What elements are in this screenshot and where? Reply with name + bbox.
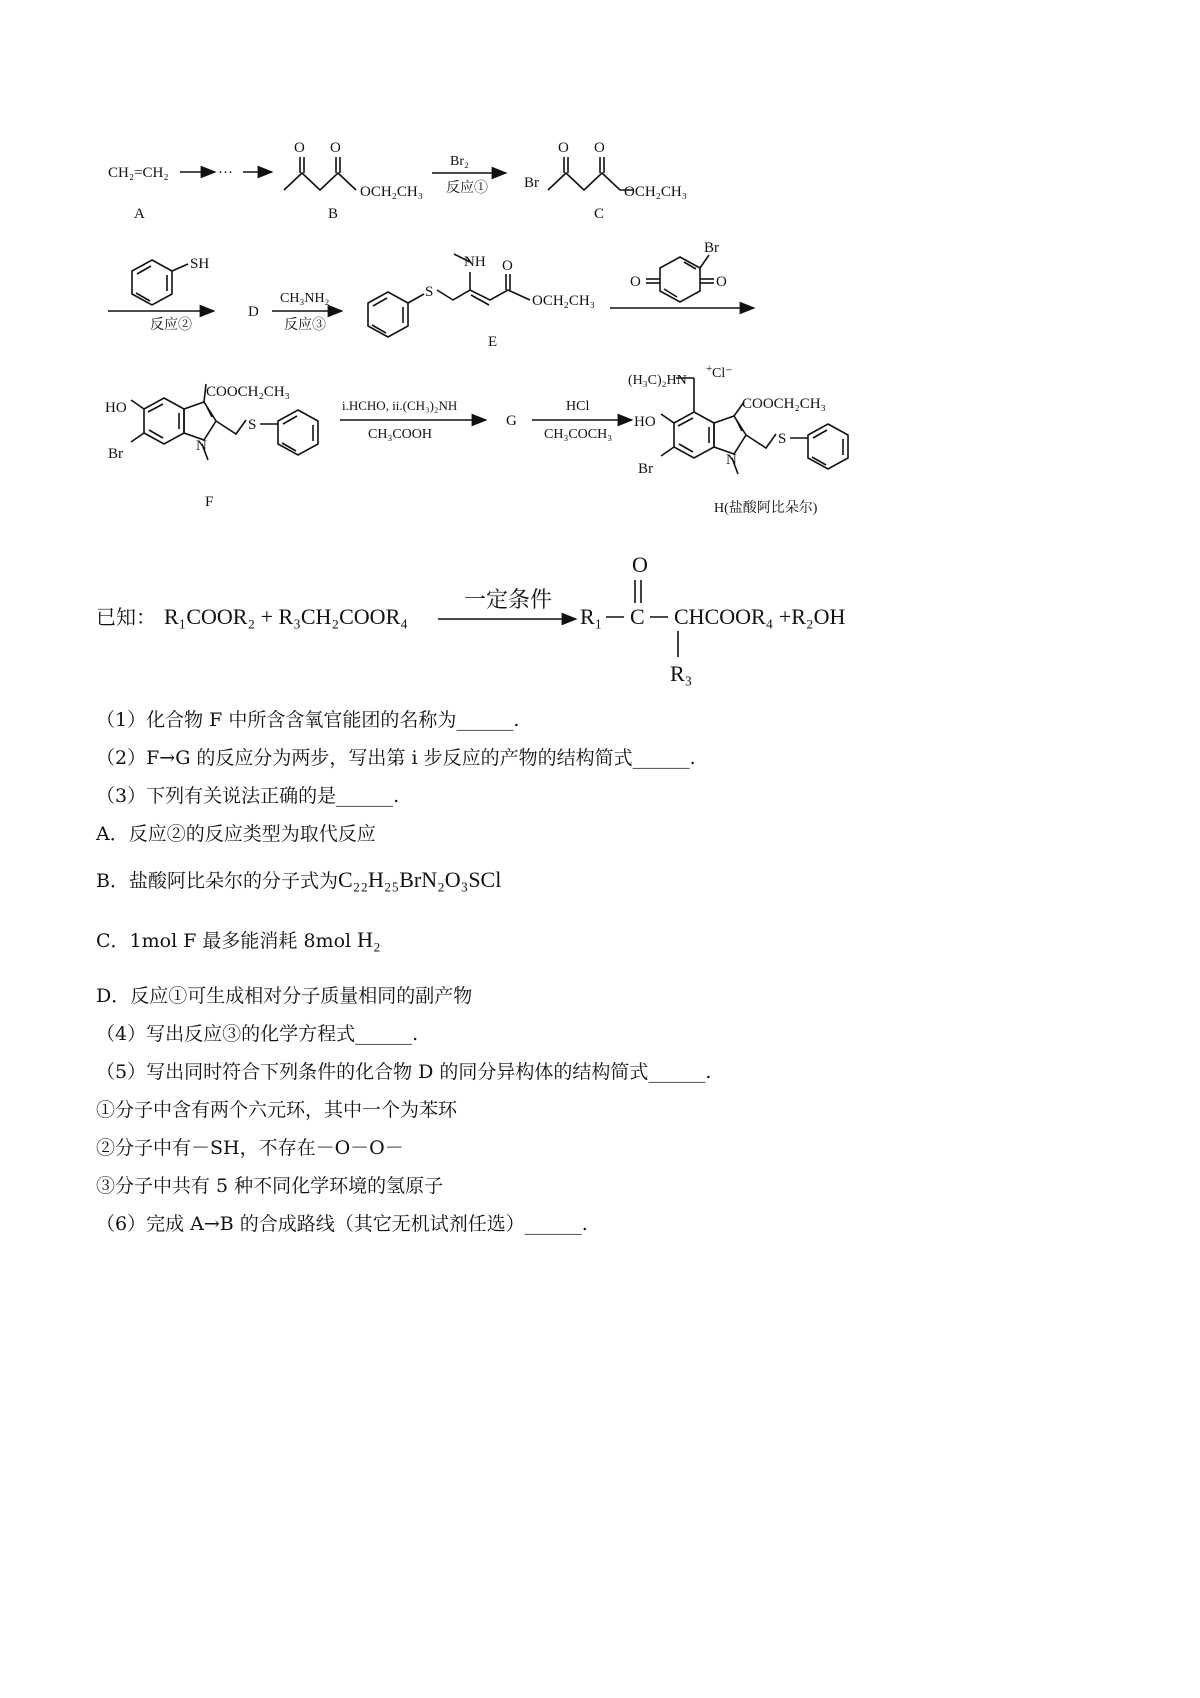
b-ester-o: O <box>330 140 341 156</box>
compound-f-benzo-ring <box>144 398 184 444</box>
question-1: （1）化合物 F 中所含含氧官能团的名称为______. <box>96 709 520 731</box>
reagent-fg-top: i.HCHO, ii.(CH₃)₂NH <box>342 398 458 413</box>
compound-a-formula: CH₂=CH₂ <box>108 165 169 181</box>
reagent-fg-bottom: CH₃COOH <box>368 427 432 442</box>
label-a: A <box>134 206 145 222</box>
h-amine: (H₃C)₂HN <box>628 373 687 388</box>
compound-h-pyrrole-ring <box>714 416 746 454</box>
quinone-br: Br <box>704 240 719 256</box>
label-f: F <box>205 494 214 510</box>
b-keto-o: O <box>294 140 305 156</box>
f-hydroxyl: HO <box>105 400 127 416</box>
f-bromine: Br <box>108 446 123 462</box>
compound-h-benzo-ring <box>674 412 714 458</box>
h-sulfur: S <box>778 431 787 447</box>
compound-e-phenyl <box>368 292 408 337</box>
label-h: H(盐酸阿比朵尔) <box>714 501 818 516</box>
quinone-o-left: O <box>630 274 641 290</box>
option-b-formula: C₂₂H₂₅BrN₂O₃SCl <box>337 867 502 892</box>
question-5: （5）写出同时符合下列条件的化合物 D 的同分异构体的结构简式______. <box>96 1061 712 1083</box>
f-nitrogen: N <box>196 438 207 454</box>
f-ester: COOCH₂CH₃ <box>206 384 290 400</box>
dots: ··· <box>218 165 233 181</box>
reagent-gh-bottom: CH₃COCH₃ <box>544 427 613 442</box>
known-product-r3: R₃ <box>670 661 693 686</box>
condition-2: ②分子中有－SH，不存在－O－O－ <box>96 1137 404 1159</box>
benzenethiol-ring <box>132 260 172 305</box>
f-sulfur: S <box>248 417 257 433</box>
compound-c-skeleton <box>548 173 634 190</box>
c-ester-group: OCH₂CH₃ <box>624 184 687 200</box>
e-sulfur: S <box>425 284 434 300</box>
label-d: D <box>248 304 259 320</box>
quinone-o-right: O <box>716 274 727 290</box>
bromoquinone-ring <box>660 257 700 302</box>
condition-3: ③分子中共有 5 种不同化学环境的氢原子 <box>96 1175 444 1197</box>
known-product-c: C <box>630 604 645 629</box>
reagent-br2: Br₂ <box>450 154 469 169</box>
h-nitrogen: N <box>726 452 737 468</box>
e-ester-group: OCH₂CH₃ <box>532 293 595 309</box>
option-b <box>96 868 501 893</box>
option-a: A．反应②的反应类型为取代反应 <box>96 823 376 845</box>
known-product-r1: R₁ <box>580 604 603 629</box>
reagent-gh-top: HCl <box>566 399 590 414</box>
c-keto-o: O <box>558 140 569 156</box>
thiol-sh: SH <box>190 256 210 272</box>
e-carbonyl-o: O <box>502 258 513 274</box>
question-6: （6）完成 A→B 的合成路线（其它无机试剂任选）______. <box>96 1213 588 1235</box>
question-4: （4）写出反应③的化学方程式______. <box>96 1023 419 1045</box>
compound-e-chain <box>437 290 530 300</box>
compound-f-pyrrole-ring <box>184 402 216 440</box>
reaction1-label: 反应① <box>446 181 488 196</box>
condition-1: ①分子中含有两个六元环，其中一个为苯环 <box>96 1099 458 1121</box>
label-e: E <box>488 334 498 350</box>
known-reaction <box>96 545 896 695</box>
b-ester-group: OCH₂CH₃ <box>360 184 423 200</box>
c-bromine: Br <box>524 175 539 191</box>
h-plus: + <box>706 363 713 375</box>
question-2: （2）F→G 的反应分为两步，写出第 i 步反应的产物的结构简式______. <box>96 747 696 769</box>
known-product-o: O <box>632 552 648 577</box>
compound-h-phenyl <box>808 424 848 469</box>
option-c-text: C．1mol F 最多能消耗 8mol <box>96 930 352 952</box>
reagent-ch3nh2: CH₃NH₂ <box>280 291 330 306</box>
known-condition: 一定条件 <box>464 587 553 612</box>
h-chloride: Cl⁻ <box>712 366 733 381</box>
compound-b-skeleton <box>284 173 356 190</box>
label-c: C <box>594 206 605 222</box>
option-b-text: B．盐酸阿比朵尔的分子式为 <box>96 870 338 892</box>
compound-f-phenyl <box>278 410 318 455</box>
e-nh: NH <box>464 254 486 270</box>
known-prefix: 已知： <box>96 607 156 629</box>
label-b: B <box>328 206 339 222</box>
reaction3-label: 反应③ <box>284 318 326 333</box>
reaction-scheme <box>0 0 1200 540</box>
label-g: G <box>506 413 517 429</box>
h-bromine: Br <box>638 461 653 477</box>
option-d: D．反应①可生成相对分子质量相同的副产物 <box>96 985 473 1007</box>
option-c-formula: H₂ <box>357 927 381 952</box>
option-c <box>96 928 381 953</box>
question-3: （3）下列有关说法正确的是______. <box>96 785 400 807</box>
h-hydroxyl: HO <box>634 414 656 430</box>
h-ester: COOCH₂CH₃ <box>742 396 826 412</box>
c-ester-o: O <box>594 140 605 156</box>
reaction2-label: 反应② <box>150 318 192 333</box>
known-product-rest: CHCOOR₄ +R₂OH <box>674 604 846 629</box>
known-reactants: R₁COOR₂ + R₃CH₂COOR₄ <box>164 604 408 629</box>
